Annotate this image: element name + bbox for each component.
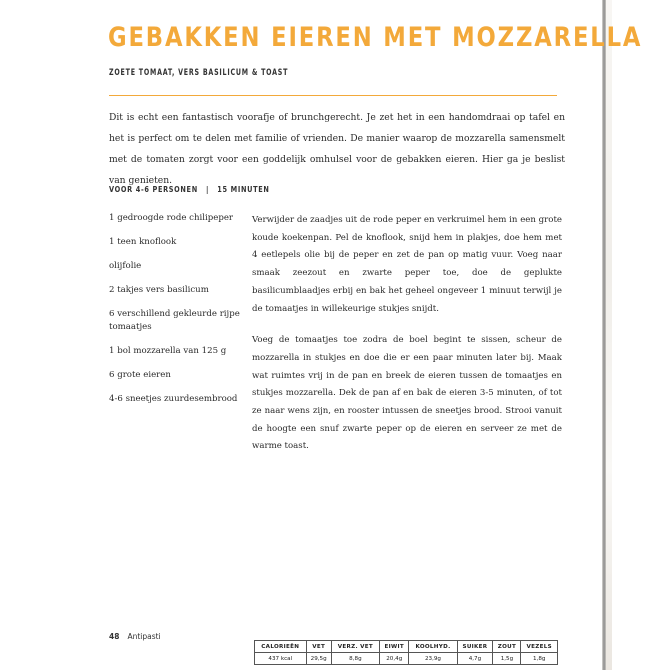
title-divider (109, 95, 557, 96)
nutrition-table (254, 640, 558, 665)
section-name: Antipasti (127, 632, 161, 641)
ingredient-item: 2 takjes vers basilicum (109, 285, 209, 295)
time-label: 15 MINUTEN (217, 185, 270, 194)
nutrition-header: VET (306, 641, 331, 653)
servings-label: VOOR 4-6 PERSONEN (109, 185, 198, 194)
nutrition-value: 1,5g (493, 653, 521, 665)
nutrition-value: 20,4g (380, 653, 409, 665)
adjacent-page-strip (606, 0, 612, 670)
ingredient-item: 1 gedroogde rode chilipeper (109, 213, 234, 223)
ingredient-item: olijfolie (109, 261, 142, 271)
nutrition-value: 29,5g (306, 653, 331, 665)
nutrition-header: VERZ. VET (331, 641, 379, 653)
nutrition-header: KOOLHYD. (409, 641, 457, 653)
recipe-title: GEBAKKEN EIEREN MET MOZZARELLA (108, 22, 643, 53)
method-section (252, 212, 562, 470)
nutrition-header: CALORIEËN (255, 641, 307, 653)
method-step: Voeg de tomaatjes toe zodra de boel begint te sissen, scheur de mozzarella in stukjes en doe die er een paar minuten later bij. Maak wat ruimtes vrij in de pan en breek de eieren tussen de tomaatjes en stukjes mozzarella. Dek de pan af en bak de eieren 3-5 minuten, of tot ze naar wens zijn, en rooster intussen de sneetjes brood. Strooi vanuit de hoogte een snuf zwarte peper op de eieren en serveer ze met de warme toast. (252, 335, 562, 452)
ingredient-item: 1 teen knoflook (109, 237, 177, 247)
nutrition-header: ZOUT (493, 641, 521, 653)
meta-separator: | (206, 185, 210, 194)
nutrition-value: 8,8g (331, 653, 379, 665)
nutrition-header-row (255, 641, 558, 653)
recipe-subtitle: ZOETE TOMAAT, VERS BASILICUM & TOAST (109, 68, 289, 78)
ingredient-item: 1 bol mozzarella van 125 g (109, 346, 227, 356)
nutrition-value: 1,8g (521, 653, 558, 665)
nutrition-header: SUIKER (457, 641, 493, 653)
recipe-meta (109, 185, 270, 194)
nutrition-value: 23,9g (409, 653, 457, 665)
nutrition-value: 4,7g (457, 653, 493, 665)
page-number: 48 (109, 632, 120, 641)
nutrition-header: EIWIT (380, 641, 409, 653)
nutrition-value-row (255, 653, 558, 665)
ingredient-item: 6 verschillend gekleurde rijpe tomaatjes (109, 309, 240, 332)
ingredient-item: 6 grote eieren (109, 370, 171, 380)
nutrition-value: 437 kcal (255, 653, 307, 665)
recipe-intro: Dit is echt een fantastisch voorafje of brunchgerecht. Je zet het in een handomdraai op tafel en het is perfect om te delen met familie of vrienden. De manier waarop de mozzarella samensmelt met de tomaten zorgt voor een goddelijk omhulsel voor de gebakken eieren. Hier ga je beslist van genieten. (109, 112, 565, 186)
page-footer (109, 632, 161, 641)
ingredient-list (109, 212, 249, 417)
ingredient-item: 4-6 sneetjes zuurdesembrood (109, 394, 238, 404)
method-step: Verwijder de zaadjes uit de rode peper en verkruimel hem in een grote koude koekenpan. Pel de knoflook, snijd hem in plakjes, doe hem met 4 eetlepels olie bij de peper en zet de pan op matig vuur. Voeg naar smaak zeezout en zwarte peper toe, doe de geplukte basilicumblaadjes erbij en bak het geheel ongeveer 1 minuut terwijl je de tomaatjes in willekeurige stukjes snijdt. (252, 215, 562, 314)
nutrition-header: VEZELS (521, 641, 558, 653)
